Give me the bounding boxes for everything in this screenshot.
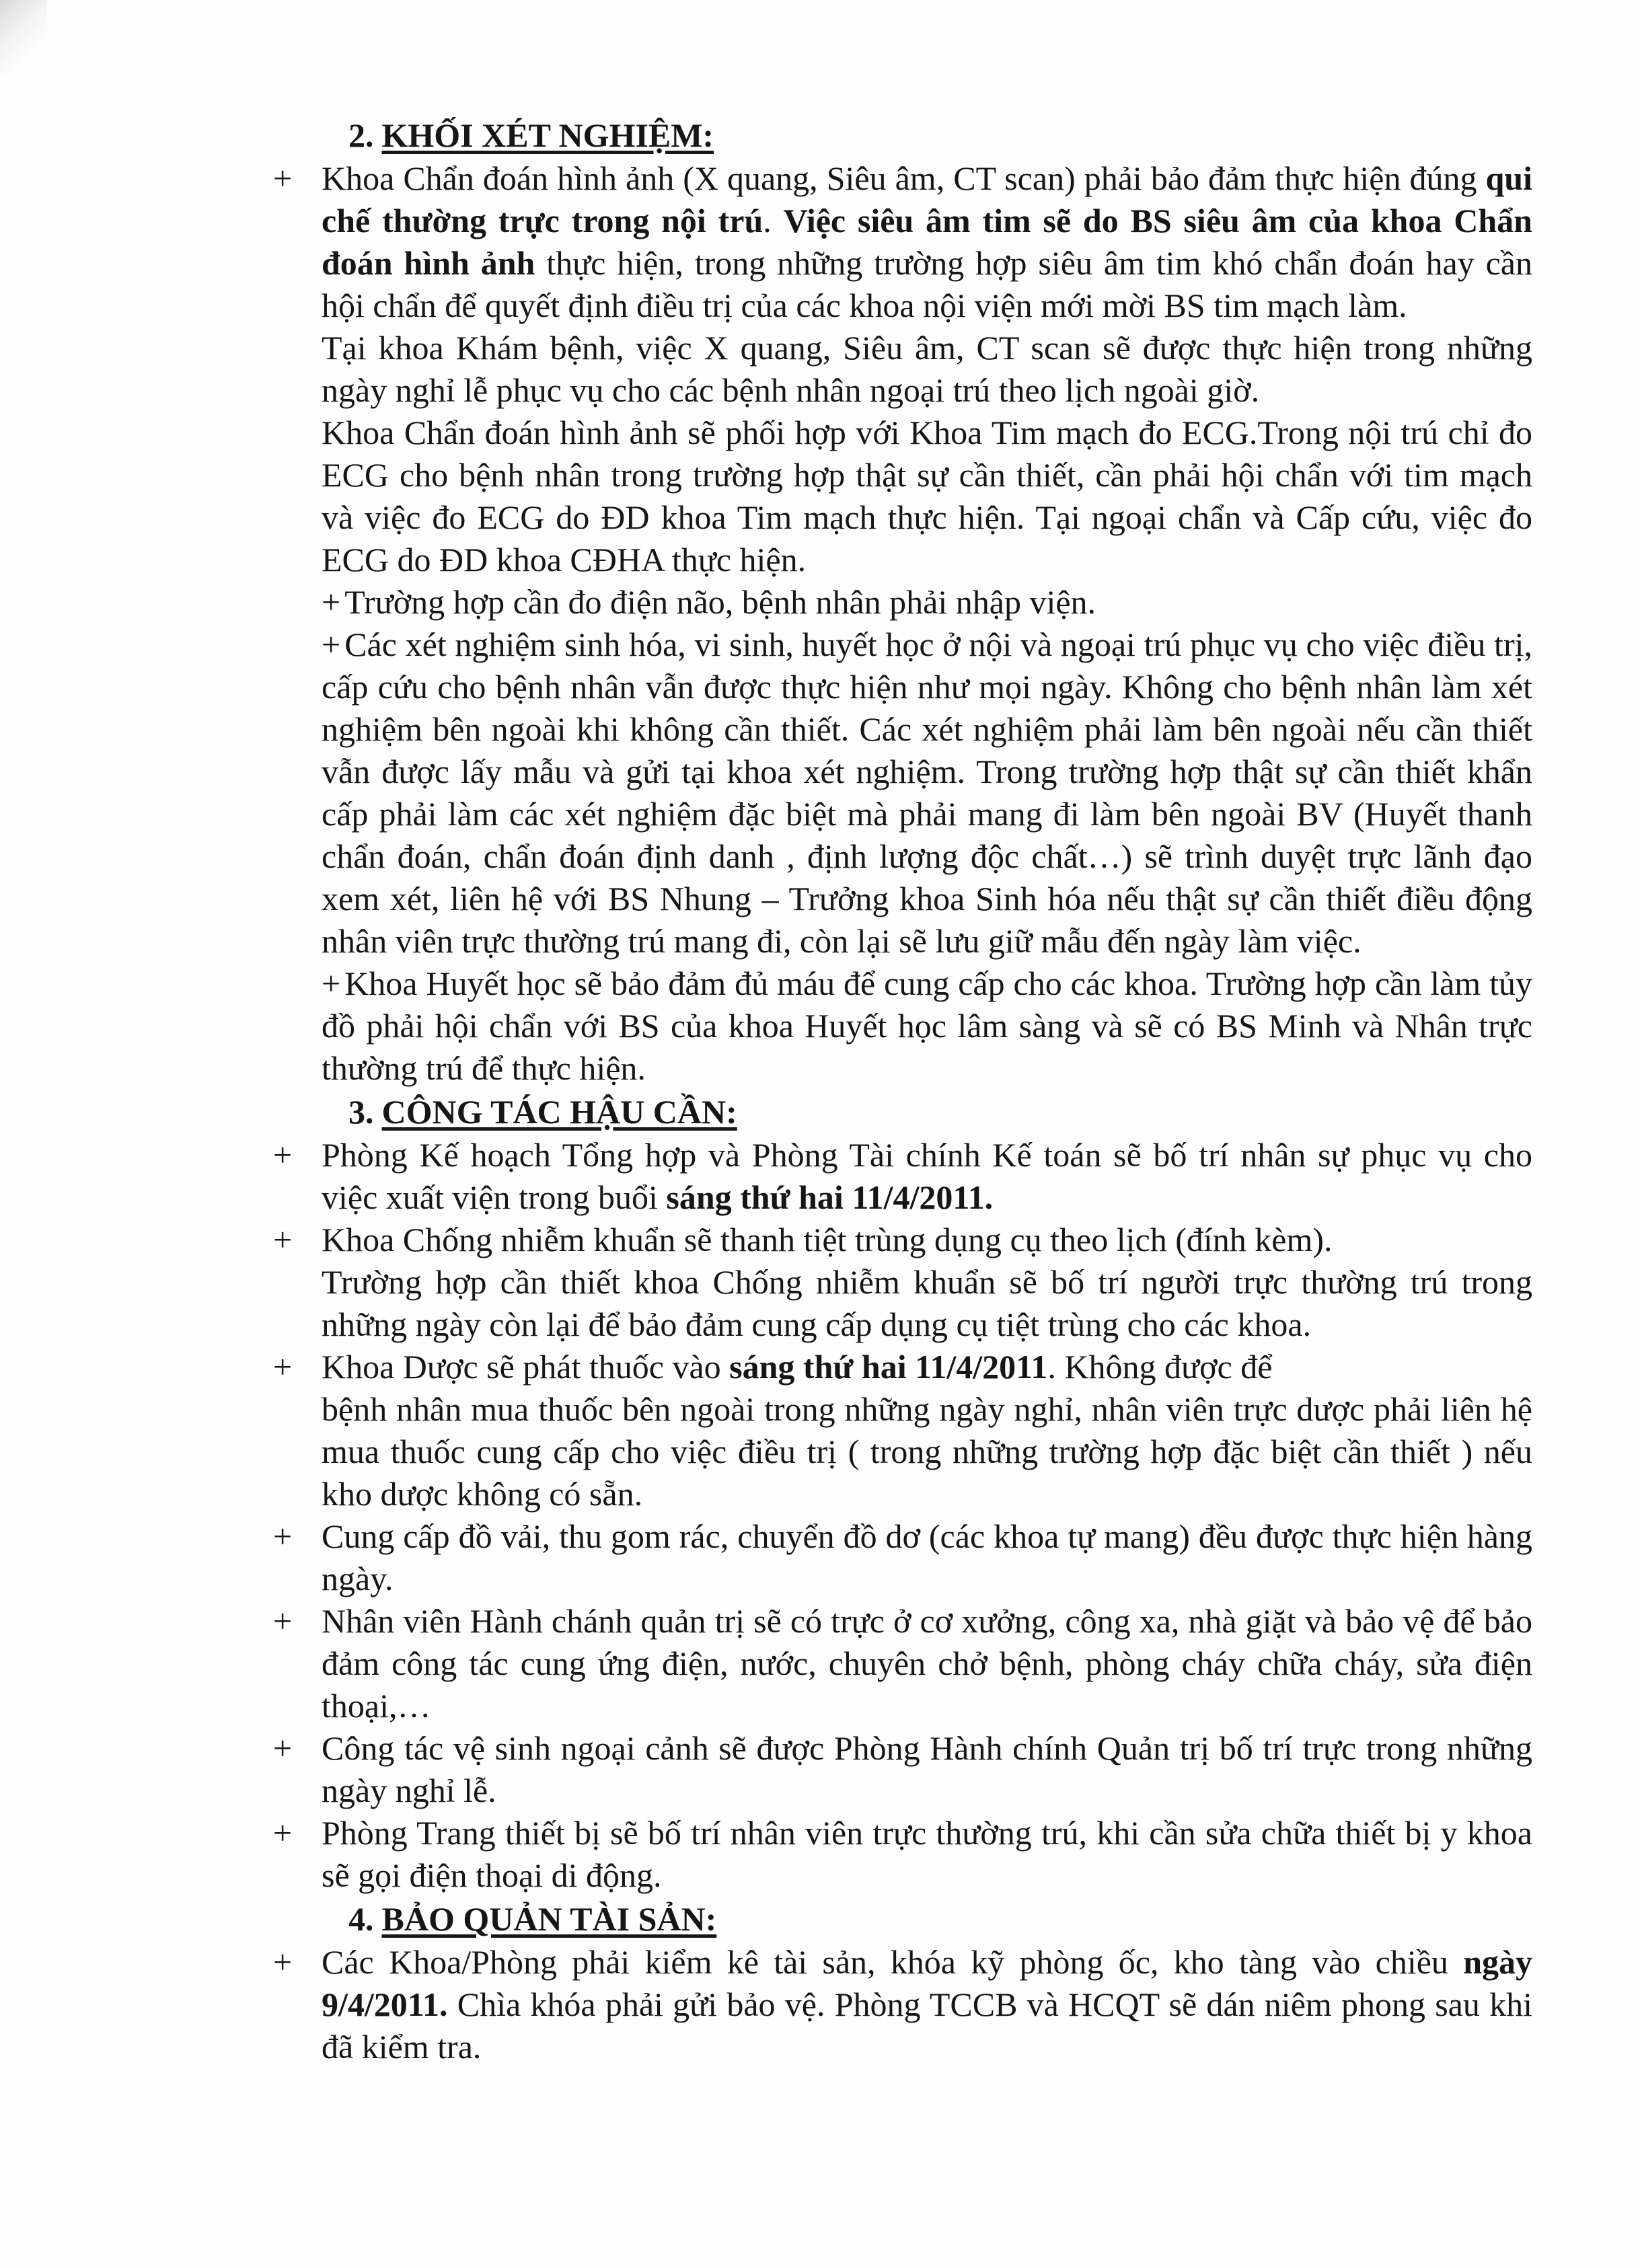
text-segment: . Không được để [1047,1348,1273,1386]
plus-bullet: + [322,965,341,1002]
list-item [273,1219,1532,1261]
plus-bullet: + [322,626,341,663]
list-item [322,581,1532,623]
plus-bullet: + [273,1517,293,1555]
document-body [273,113,1533,2068]
section-number: 2. [348,116,374,154]
text-segment: Cung cấp đồ vải, thu gom rác, chuyển đồ dơ (các khoa tự mang) đều được thực hiện hàng ngày. [322,1517,1532,1597]
text-segment: Các xét nghiệm sinh hóa, vi sinh, huyết học ở nội và ngoại trú phục vụ cho việc điều trị, cấp cứu cho bệnh nhân vẫn được thực hiện như mọi ngày. Không cho bệnh nhân làm xét nghiệm bên ngoài khi không cần thiết. Các xét nghiệm phải làm bên ngoài nếu cần thiết vẫn được lấy mẫu và gửi tại khoa xét nghiệm. Trong trường hợp thật sự cần thiết khẩn cấp phải làm các xét nghiệm đặc biệt mà phải mang đi làm bên ngoài BV (Huyết thanh chẩn đoán, chẩn đoán định danh , định lượng độc chất…) sẽ trình duyệt trực lãnh đạo xem xét, liên hệ với BS Nhung – Trưởng khoa Sinh hóa nếu thật sự cần thiết điều động nhân viên trực thường trú mang đi, còn lại sẽ lưu giữ mẫu đến ngày làm việc. [322,626,1532,960]
plus-bullet: + [273,1602,293,1640]
paragraph: Khoa Chẩn đoán hình ảnh sẽ phối hợp với Khoa Tim mạch đo ECG.Trong nội trú chỉ đo ECG cho bệnh nhân trong trường hợp thật sự cần thiết, cần phải hội chẩn với tim mạch và việc đo ECG do ĐD khoa Tim mạch thực hiện. Tại ngoại chẩn và Cấp cứu, việc đo ECG do ĐD khoa CĐHA thực hiện. [322,414,1532,578]
section-number: 4. [348,1900,374,1938]
list-item [273,1812,1532,1897]
list-item [273,1941,1532,2068]
list-item [322,623,1532,962]
plus-bullet: + [273,1814,293,1852]
list-item [273,1727,1532,1812]
text-segment: Nhân viên Hành chánh quản trị sẽ có trực ở cơ xưởng, công xa, nhà giặt và bảo vệ để bảo đảm công tác cung ứng điện, nước, chuyên chở bệnh, phòng cháy chữa cháy, sửa điện thoại,… [322,1602,1532,1725]
text-segment: Công tác vệ sinh ngoại cảnh sẽ được Phòng Hành chính Quản trị bố trí trực trong những ngày nghỉ lễ. [322,1729,1532,1809]
plus-bullet: + [273,159,293,197]
text-segment: . [763,202,784,239]
section-title: CÔNG TÁC HẬU CẦN: [381,1093,737,1131]
list-item [273,1600,1532,1727]
text-segment: thực hiện, trong những trường hợp siêu âm tim khó chẩn đoán hay cần hội chẩn để quyết định điều trị của các khoa nội viện mới mời BS tim mạch làm. [322,244,1533,324]
text-segment: Phòng Kế hoạch Tổng hợp và Phòng Tài chính Kế toán sẽ bố trí nhân sự phục vụ cho việc xuất viện trong buổi [322,1136,1532,1216]
paragraph: Trường hợp cần thiết khoa Chống nhiễm khuẩn sẽ bố trí người trực thường trú trong những ngày còn lại để bảo đảm cung cấp dụng cụ tiệt trùng cho các khoa. [322,1263,1532,1343]
paragraph: Tại khoa Khám bệnh, việc X quang, Siêu âm, CT scan sẽ được thực hiện trong những ngày nghỉ lễ phục vụ cho các bệnh nhân ngoại trú theo lịch ngoài giờ. [322,329,1532,409]
list-item [273,1134,1532,1219]
text-segment: Khoa Chống nhiễm khuẩn sẽ thanh tiệt trùng dụng cụ theo lịch (đính kèm). [322,1221,1333,1258]
list-item [273,1515,1532,1600]
paragraph: bệnh nhân mua thuốc bên ngoài trong những ngày nghỉ, nhân viên trực dược phải liên hệ mua thuốc cung cấp cho việc điều trị ( trong những trường hợp đặc biệt cần thiết ) nếu kho dược không có sẵn. [322,1390,1532,1513]
page-corner-fold [0,0,47,74]
text-segment: Khoa Huyết học sẽ bảo đảm đủ máu để cung cấp cho các khoa. Trường hợp cần làm tủy đồ phải hội chẩn với BS của khoa Huyết học lâm sàng và sẽ có BS Minh và Nhân trực thường trú để thực hiện. [322,965,1532,1087]
bold-segment: sáng thứ hai 11/4/2011 [729,1348,1048,1386]
plus-bullet: + [273,1943,293,1981]
text-segment: Trường hợp cần đo điện não, bệnh nhân phải nhập viện. [344,583,1096,621]
plus-bullet: + [273,1729,293,1767]
bold-segment: Việc siêu âm tim sẽ do BS siêu âm của khoa Chẩn đoán hình ảnh [322,202,1532,282]
bold-segment: ngày 9/4/2011. [322,1943,1532,2023]
list-item [273,157,1533,327]
section-title: KHỐI XÉT NGHIỆM: [381,116,714,154]
bold-segment: sáng thứ hai 11/4/2011. [666,1178,994,1216]
text-segment: Khoa Chẩn đoán hình ảnh (X quang, Siêu âm, CT scan) phải bảo đảm thực hiện đúng [322,159,1486,197]
list-item [322,962,1532,1090]
plus-bullet: + [273,1348,293,1386]
section-2-heading [322,113,1532,157]
plus-bullet: + [322,583,341,621]
plus-bullet: + [273,1136,293,1174]
text-segment: Chìa khóa phải gửi bảo vệ. Phòng TCCB và HCQT sẽ dán niêm phong sau khi đã kiểm tra. [322,1986,1532,2066]
list-item [273,1346,1532,1388]
section-title: BẢO QUẢN TÀI SẢN: [381,1900,717,1938]
section-4-heading [322,1897,1532,1941]
text-segment: Khoa Dược sẽ phát thuốc vào [322,1348,730,1386]
text-segment: Phòng Trang thiết bị sẽ bố trí nhân viên trực thường trú, khi cần sửa chữa thiết bị y khoa sẽ gọi điện thoại di động. [322,1814,1532,1894]
section-number: 3. [348,1093,374,1131]
section-3-heading [322,1090,1532,1134]
text-segment: Các Khoa/Phòng phải kiểm kê tài sản, khóa kỹ phòng ốc, kho tàng vào chiều [322,1943,1464,1981]
bold-segment: qui chế thường trực trong nội trú [322,159,1532,239]
plus-bullet: + [273,1221,293,1258]
